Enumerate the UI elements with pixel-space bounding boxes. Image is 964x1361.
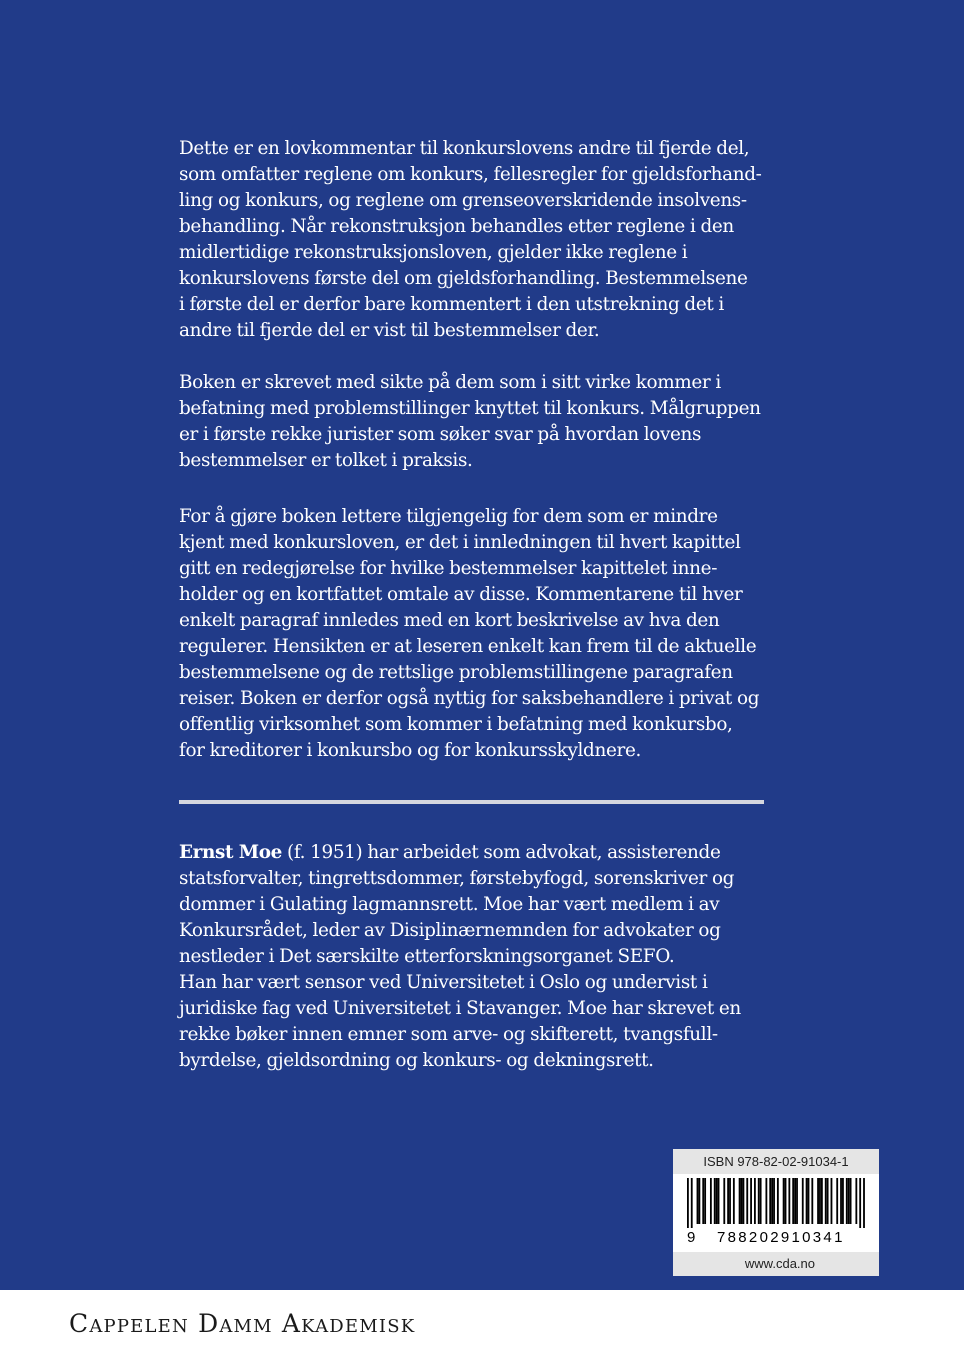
- text-line: [179, 840, 741, 866]
- barcode-digits-rest: 788202910341: [717, 1229, 845, 1246]
- text-line: reiser. Boken er derfor også nyttig for saksbehandlere i privat og: [179, 688, 760, 709]
- author-name: Ernst Moe: [179, 842, 283, 863]
- barcode-bar: [808, 1178, 810, 1224]
- description-paragraph-1: [179, 136, 762, 344]
- barcode-bar: [859, 1178, 861, 1228]
- barcode-bar: [848, 1178, 850, 1224]
- barcode-bar: [698, 1178, 700, 1224]
- text-line: rekke bøker innen emner som arve- og skifterett, tvangsfull-: [179, 1024, 718, 1045]
- barcode-bar: [769, 1178, 771, 1224]
- text-line: For å gjøre boken lettere tilgjengelig for dem som er mindre: [179, 506, 718, 527]
- barcode-bar: [746, 1178, 748, 1224]
- barcode-bar: [777, 1178, 779, 1224]
- description-paragraph-3: [179, 504, 759, 764]
- text-line: regulerer. Hensikten er at leseren enkelt kan frem til de aktuelle: [179, 636, 757, 657]
- barcode-bar: [710, 1178, 712, 1224]
- barcode-bar: [788, 1178, 790, 1224]
- barcode-bar: [792, 1178, 794, 1224]
- text-line: bestemmelsene og de rettslige problemstillingene paragrafen: [179, 662, 733, 683]
- barcode-bar: [825, 1178, 827, 1224]
- barcode-bar: [840, 1178, 842, 1224]
- barcode-bar: [806, 1178, 808, 1224]
- text-line: befatning med problemstillinger knyttet til konkurs. Målgruppen: [179, 398, 761, 419]
- text-line: statsforvalter, tingrettsdommer, førstebyfogd, sorenskriver og: [179, 868, 735, 889]
- text-line: midlertidige rekonstruksjonsloven, gjelder ikke reglene i: [179, 242, 688, 263]
- barcode-bar: [691, 1178, 693, 1228]
- text-line: Konkursrådet, leder av Disiplinærnemnden for advokater og: [179, 920, 721, 941]
- text-line: bestemmelser er tolket i praksis.: [179, 450, 473, 471]
- barcode-bar: [831, 1178, 833, 1224]
- barcode-bar: [741, 1178, 743, 1224]
- barcode-bar: [714, 1178, 716, 1224]
- barcode-bar: [811, 1178, 813, 1224]
- barcode-bar: [718, 1178, 720, 1224]
- barcode-bar: [821, 1178, 823, 1224]
- publisher-logo: Cappelen Damm Akademisk: [69, 1309, 416, 1338]
- author-bio-start: (f. 1951) har arbeidet som advokat, assisterende: [282, 842, 721, 863]
- text-line: nestleder i Det særskilte etterforskningsorganet SEFO.: [179, 946, 675, 967]
- text-line: Dette er en lovkommentar til konkurslovens andre til fjerde del,: [179, 138, 750, 159]
- text-line: behandling. Når rekonstruksjon behandles etter reglene i den: [179, 216, 734, 237]
- barcode-bar: [723, 1178, 725, 1224]
- barcode-bar: [727, 1178, 729, 1224]
- barcode-bar: [783, 1178, 785, 1224]
- barcode-bar: [729, 1178, 731, 1224]
- barcode-bar: [716, 1178, 718, 1224]
- text-line: Boken er skrevet med sikte på dem som i sitt virke kommer i: [179, 372, 721, 393]
- barcode-bar: [754, 1178, 756, 1224]
- text-line: i første del er derfor bare kommentert i den utstrekning det i: [179, 294, 724, 315]
- barcode-bar: [850, 1178, 852, 1224]
- barcode-bar: [758, 1178, 760, 1224]
- barcode-bar: [794, 1178, 796, 1224]
- barcode-bar: [733, 1178, 735, 1224]
- barcode-bar: [765, 1178, 767, 1224]
- barcode-bar: [687, 1178, 689, 1228]
- text-line: konkurslovens første del om gjeldsforhandling. Bestemmelsene: [179, 268, 748, 289]
- barcode-bar: [796, 1178, 798, 1224]
- text-line: kjent med konkursloven, er det i innledningen til hvert kapittel: [179, 532, 741, 553]
- barcode-bar: [785, 1178, 787, 1224]
- barcode-bar: [846, 1178, 848, 1224]
- barcode-digit-first: 9: [687, 1229, 698, 1246]
- text-line: dommer i Gulating lagmannsrett. Moe har vært medlem i av: [179, 894, 720, 915]
- text-line: holder og en kortfattet omtale av disse. Kommentarene til hver: [179, 584, 743, 605]
- barcode-bar: [760, 1178, 762, 1224]
- text-line: Han har vært sensor ved Universitetet i Oslo og undervist i: [179, 972, 708, 993]
- isbn-barcode-box: [673, 1149, 879, 1276]
- text-line: som omfatter reglene om konkurs, fellesregler for gjeldsforhand-: [179, 164, 762, 185]
- description-paragraph-2: [179, 370, 761, 474]
- barcode-bar: [750, 1178, 752, 1224]
- barcode-bar: [855, 1178, 857, 1224]
- text-line: byrdelse, gjeldsordning og konkurs- og dekningsrett.: [179, 1050, 654, 1071]
- barcode-bar: [827, 1178, 829, 1224]
- text-line: for kreditorer i konkursbo og for konkursskyldnere.: [179, 740, 641, 761]
- barcode-icon: [687, 1178, 865, 1228]
- barcode-bar: [702, 1178, 704, 1224]
- barcode-bar: [863, 1178, 865, 1228]
- text-line: offentlig virksomhet som kommer i befatning med konkursbo,: [179, 714, 733, 735]
- text-line: ling og konkurs, og reglene om grenseoverskridende insolvens-: [179, 190, 747, 211]
- barcode-bar: [842, 1178, 844, 1224]
- author-bio: [179, 840, 741, 1074]
- barcode-bar: [802, 1178, 804, 1224]
- barcode-bar: [773, 1178, 775, 1224]
- barcode-bar: [819, 1178, 821, 1224]
- text-line: gitt en redegjørelse for hvilke bestemmelser kapittelet inne-: [179, 558, 718, 579]
- barcode-bar: [704, 1178, 706, 1224]
- barcode-bar: [743, 1178, 745, 1224]
- text-line: juridiske fag ved Universitetet i Stavanger. Moe har skrevet en: [179, 998, 741, 1019]
- publisher-website: www.cda.no: [673, 1252, 879, 1276]
- barcode-bar: [771, 1178, 773, 1224]
- isbn-label: ISBN 978-82-02-91034-1: [673, 1149, 879, 1174]
- section-divider: [179, 800, 764, 804]
- text-line: er i første rekke jurister som søker svar på hvordan lovens: [179, 424, 702, 445]
- barcode-bar: [836, 1178, 838, 1224]
- text-line: enkelt paragraf innledes med en kort beskrivelse av hva den: [179, 610, 720, 631]
- footer: [0, 1290, 964, 1361]
- text-line: andre til fjerde del er vist til bestemmelser der.: [179, 320, 600, 341]
- barcode-bar: [739, 1178, 741, 1224]
- barcode-bar: [697, 1178, 699, 1224]
- barcode-bar: [817, 1178, 819, 1224]
